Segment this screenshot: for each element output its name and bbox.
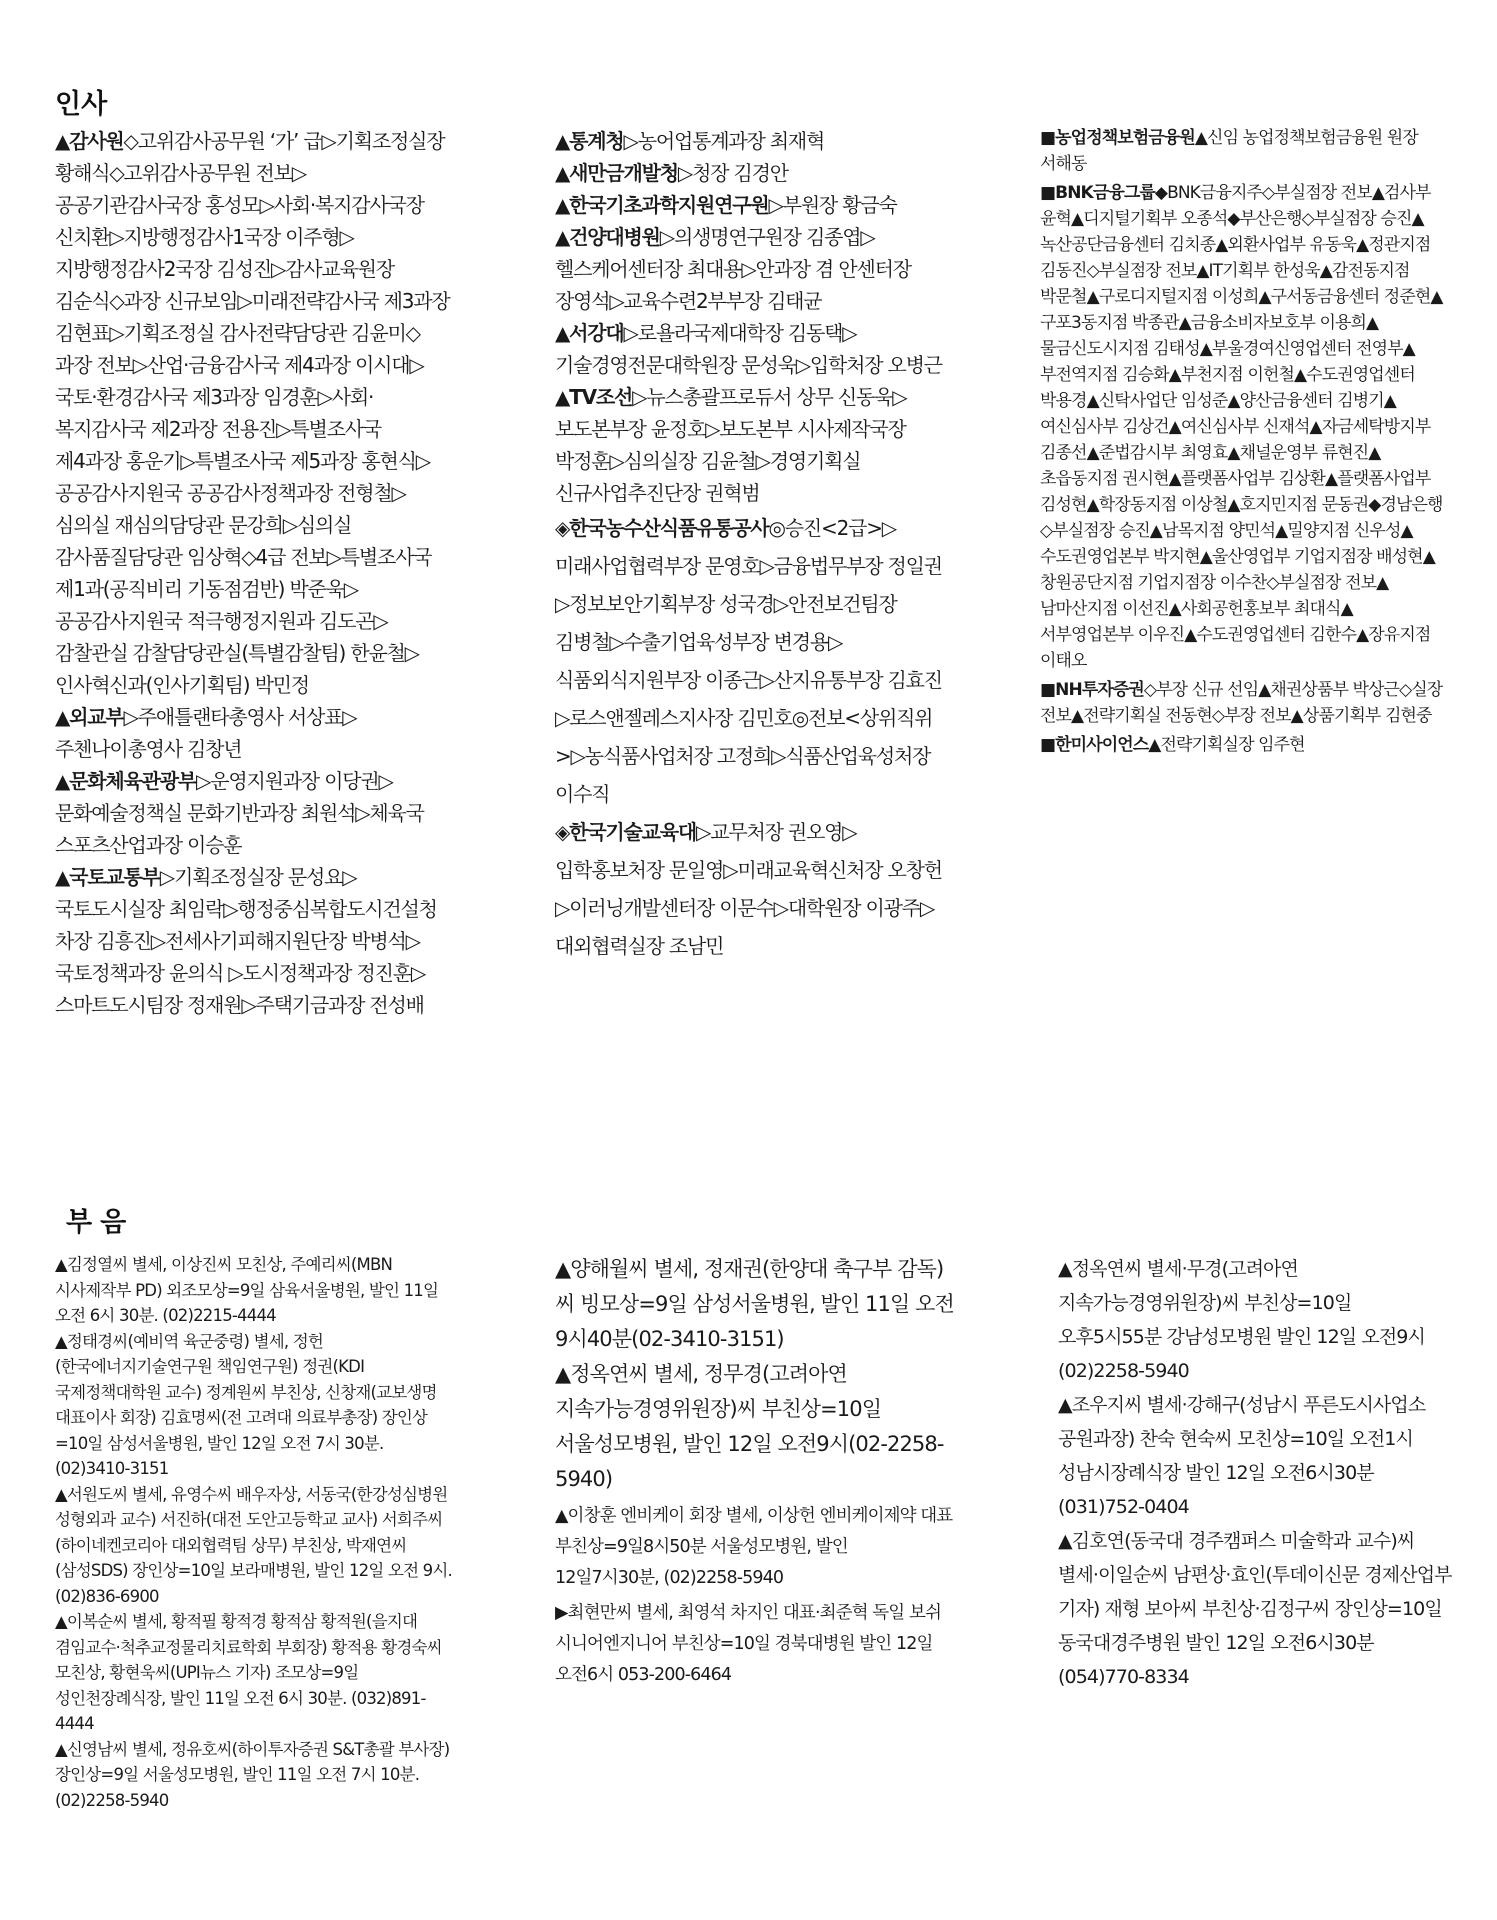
obituary-entry: ▲정옥연씨 별세·무경(고려아연 지속가능경영위원장)씨 부친상=10일 오후5시55분 강남성모병원 발인 12일 오전9시 (02)2258-5940 xyxy=(1058,1258,1425,1382)
personnel-column-1 xyxy=(55,125,450,1021)
entry-text: ▷뉴스총괄프로듀서 상무 신동욱▷보도본부장 윤정호▷보도본부 시사제작국장 박정훈▷심의실장 김윤철▷경영기획실 신규사업추진단장 권혁범 xyxy=(555,385,907,505)
obituary-column-3 xyxy=(1058,1252,1453,1694)
section-title-personnel: 인사 xyxy=(55,89,108,120)
personnel-entry xyxy=(555,509,950,813)
organization-name: ▲국토교통부 xyxy=(55,865,160,889)
organization-name: ■NH투자증권 xyxy=(1040,680,1144,700)
organization-name: ▲건양대병원 xyxy=(555,225,660,249)
obituary-entry: ▲신영남씨 별세, 정유호씨(하이투자증권 S&T총괄 부사장) 장인상=9일 서울성모병원, 발인 11일 오전 7시 10분. (02)2258-5940 xyxy=(55,1739,450,1810)
obituary-entry: ▲조우지씨 별세·강해구(성남시 푸른도시사업소 공원과장) 찬숙 현숙씨 모친상=10일 오전1시 성남시장례식장 발인 12일 오전6시30분 (031)752-0404 xyxy=(1058,1394,1426,1518)
organization-name: ▲감사원 xyxy=(55,129,124,153)
personnel-column-3 xyxy=(1040,125,1445,761)
entry-text: ▷청장 김경안 xyxy=(677,161,788,185)
entry-text: ▲신임 농업정책보험금융원 원장 서해동 xyxy=(1040,128,1418,174)
entry-text: ▲전략기획실장 임주현 xyxy=(1148,735,1305,755)
organization-name: ■농업정책보험금융원 xyxy=(1040,128,1195,148)
obituary-entry: ▲양해월씨 별세, 정재권(한양대 축구부 감독)씨 빙모상=9일 삼성서울병원, 발인 11일 오전 9시40분(02-3410-3151) xyxy=(555,1257,954,1351)
organization-name: ▲TV조선 xyxy=(555,385,633,409)
entry-text: ◎승진<2급>▷미래사업협력부장 문영호▷금융법무부장 정일권▷정보보안기획부장 성국경▷안전보건팀장 김병철▷수출기업육성부장 변경용▷식품외식지원부장 이종근▷산지유통부장 김효진▷로스앤젤레스지사장 김민호◎전보<상위직위>▷농식품사업처장 고정희▷식품산업육성처장 이수직 xyxy=(555,516,942,806)
entry-text: ◇부장 신규 선임▲채권상품부 박상근◇실장 전보▲전략기획실 전동현◇부장 전보▲상품기획부 김현중 xyxy=(1040,680,1443,726)
entry-text: ▷교무처장 권오영▷입학홍보처장 문일영▷미래교육혁신처장 오창헌▷이러닝개발센터장 이문수▷대학원장 이광주▷대외협력실장 조남민 xyxy=(555,820,942,958)
obituary-entry: ▲정옥연씨 별세, 정무경(고려아연 지속가능경영위원장)씨 부친상=10일 서울성모병원, 발인 12일 오전9시(02-2258-5940) xyxy=(555,1362,944,1491)
entry-text: ▷의생명연구원장 김종엽▷헬스케어센터장 최대용▷안과장 겸 안센터장 장영석▷교육수련2부부장 김태균 xyxy=(555,225,911,313)
organization-name: ▲외교부 xyxy=(55,705,124,729)
entry-text: ▷기획조정실장 문성요▷국토도시실장 최임락▷행정중심복합도시건설청 차장 김흥진▷전세사기피해지원단장 박병석▷국토정책과장 윤의식 ▷도시정책과장 정진훈▷스마트도시팀장 정재원▷주택기금과장 전성배 xyxy=(55,865,437,1017)
personnel-entry xyxy=(55,765,450,861)
personnel-entry xyxy=(555,125,950,157)
obituary-entry: ▲정태경씨(예비역 육군중령) 별세, 정헌(한국에너지기술연구원 책임연구원) 정권(KDI 국제정책대학원 교수) 정계원씨 부친상, 신창재(교보생명 대표이사 회장) 김효명씨(전 고려대 의료부총장) 장인상=10일 삼성서울병원, 발인 12일 오전 7시 30분. (02)3410-3151 xyxy=(55,1331,437,1478)
personnel-entry xyxy=(1040,180,1445,674)
personnel-entry xyxy=(555,813,950,965)
personnel-entry xyxy=(55,701,450,765)
organization-name: ▲새만금개발청 xyxy=(555,161,678,185)
entry-text: ◇고위감사공무원 ‘가’ 급▷기획조정실장 황해식◇고위감사공무원 전보▷공공기관감사국장 홍성모▷사회·복지감사국장 신치환▷지방행정감사1국장 이주형▷지방행정감사2국장 김성진▷감사교육원장 김순식◇과장 신규보임▷미래전략감사국 제3과장 김현표▷기획조정실 감사전략담당관 김윤미◇과장 전보▷산업·금융감사국 제4과장 이시대▷국토·환경감사국 제3과장 임경훈▷사회·복지감사국 제2과장 전용진▷특별조사국 제4과장 홍운기▷특별조사국 제5과장 홍현식▷공공감사지원국 공공감사정책과장 전형철▷심의실 재심의담당관 문강희▷심의실 감사품질담당관 임상혁◇4급 전보▷특별조사국 제1과(공직비리 기동점검반) 박준욱▷공공감사지원국 적극행정지원과 김도곤▷감찰관실 감찰담당관실(특별감찰팀) 한윤철▷인사혁신과(인사기획팀) 박민정 xyxy=(55,129,450,697)
personnel-entry xyxy=(55,861,450,1021)
entry-text: ◆BNK금융지주◇부실점장 전보▲검사부 윤혁▲디지털기획부 오종석◆부산은행◇부실점장 승진▲녹산공단금융센터 김치종▲외환사업부 유동욱▲정관지점 김동진◇부실점장 전보▲IT기획부 한성욱▲감전동지점 박문철▲구로디지털지점 이성희▲구서동금융센터 정준현▲구포3동지점 박종관▲금융소비자보호부 이용희▲물금신도시지점 김태성▲부울경여신영업센터 전영부▲부전역지점 김승화▲부천지점 이헌철▲수도권영업센터 박용경▲신탁사업단 임성준▲양산금융센터 김병기▲여신심사부 김상건▲여신심사부 신재석▲자금세탁방지부 김종선▲준법감시부 최영효▲채널운영부 류현진▲초읍동지점 권시현▲플랫폼사업부 김상환▲플랫폼사업부 김성현▲학장동지점 이상철▲호지민지점 문동권◆경남은행◇부실점장 승진▲남목지점 양민석▲밀양지점 신우성▲수도권영업본부 박지현▲울산영업부 기업지점장 배성현▲창원공단지점 기업지점장 이수찬◇부실점장 전보▲남마산지점 이선진▲사회공헌홍보부 최대식▲서부영업본부 이우진▲수도권영업센터 김한수▲장유지점 이태오 xyxy=(1040,183,1443,671)
personnel-entry xyxy=(1040,677,1445,729)
section-title-obituaries: 부음 xyxy=(66,1207,135,1238)
personnel-entry xyxy=(55,125,450,701)
organization-name: ▲통계청 xyxy=(555,129,624,153)
obituary-entry: ▲서원도씨 별세, 유영수씨 배우자상, 서동국(한강성심병원 성형외과 교수) 서진하(대전 도안고등학교 교사) 서희주씨(하이네켄코리아 대외협력팀 상무) 부친상, 박재연씨(삼성SDS) 장인상=10일 보라매병원, 발인 12일 오전 9시. (02)836-6900 xyxy=(55,1484,452,1606)
organization-name: ■BNK금융그룹 xyxy=(1040,183,1155,203)
organization-name: ▲한국기초과학지원연구원 xyxy=(555,193,769,217)
entry-text: ▷운영지원과장 이당권▷문화예술정책실 문화기반과장 최원석▷체육국 스포츠산업과장 이승훈 xyxy=(55,769,424,857)
obituary-entry: ▲이복순씨 별세, 황적필 황적경 황적삼 황적원(을지대 겸임교수·척추교정물리치료학회 부회장) 황적용 황경숙씨 모친상, 황현욱씨(UPI뉴스 기자) 조모상=9일 성인천장례식장, 발인 11일 오전 6시 30분. (032)891-4444 xyxy=(55,1612,442,1733)
obituary-column-1 xyxy=(55,1252,460,1813)
personnel-entry xyxy=(555,221,950,317)
personnel-entry xyxy=(555,317,950,381)
personnel-column-2 xyxy=(555,125,950,965)
entry-text: ▷주애틀랜타총영사 서상표▷주첸나이총영사 김창년 xyxy=(55,705,357,761)
entry-text: ▷농어업통계과장 최재혁 xyxy=(623,129,825,153)
personnel-entry xyxy=(555,381,950,509)
organization-name: ◈한국농수산식품유통공사 xyxy=(555,516,769,540)
personnel-entry xyxy=(555,189,950,221)
organization-name: ▲문화체육관광부 xyxy=(55,769,197,793)
obituary-entry: ▲이창훈 엔비케이 회장 별세, 이상헌 엔비케이제약 대표 부친상=9일8시50분 서울성모병원, 발인 12일7시30분, (02)2258-5940 xyxy=(555,1506,953,1588)
entry-text: ▷부원장 황금숙 xyxy=(768,193,897,217)
personnel-entry xyxy=(1040,125,1445,177)
organization-name: ◈한국기술교육대 xyxy=(555,820,697,844)
obituary-entry: ▲김호연(동국대 경주캠퍼스 미술학과 교수)씨 별세·이일순씨 남편상·효인(투데이신문 경제산업부 기자) 재형 보아씨 부친상·김정구씨 장인상=10일 동국대경주병원 발인 12일 오전6시30분 (054)770-8334 xyxy=(1058,1530,1452,1688)
organization-name: ■한미사이언스 xyxy=(1040,735,1149,755)
organization-name: ▲서강대 xyxy=(555,321,624,345)
obituary-column-2 xyxy=(555,1252,955,1691)
obituary-entry: ▶최현만씨 별세, 최영석 차지인 대표·최준혁 독일 보쉬 시니어엔지니어 부친상=10일 경북대병원 발인 12일 오전6시 053-200-6464 xyxy=(555,1603,941,1685)
personnel-entry xyxy=(1040,732,1445,758)
obituary-entry: ▲김정열씨 별세, 이상진씨 모친상, 주예리씨(MBN 시사제작부 PD) 외조모상=9일 삼육서울병원, 발인 11일 오전 6시 30분. (02)2215-4444 xyxy=(55,1255,439,1325)
personnel-entry xyxy=(555,157,950,189)
entry-text: ▷로욜라국제대학장 김동택▷기술경영전문대학원장 문성욱▷입학처장 오병근 xyxy=(555,321,942,377)
